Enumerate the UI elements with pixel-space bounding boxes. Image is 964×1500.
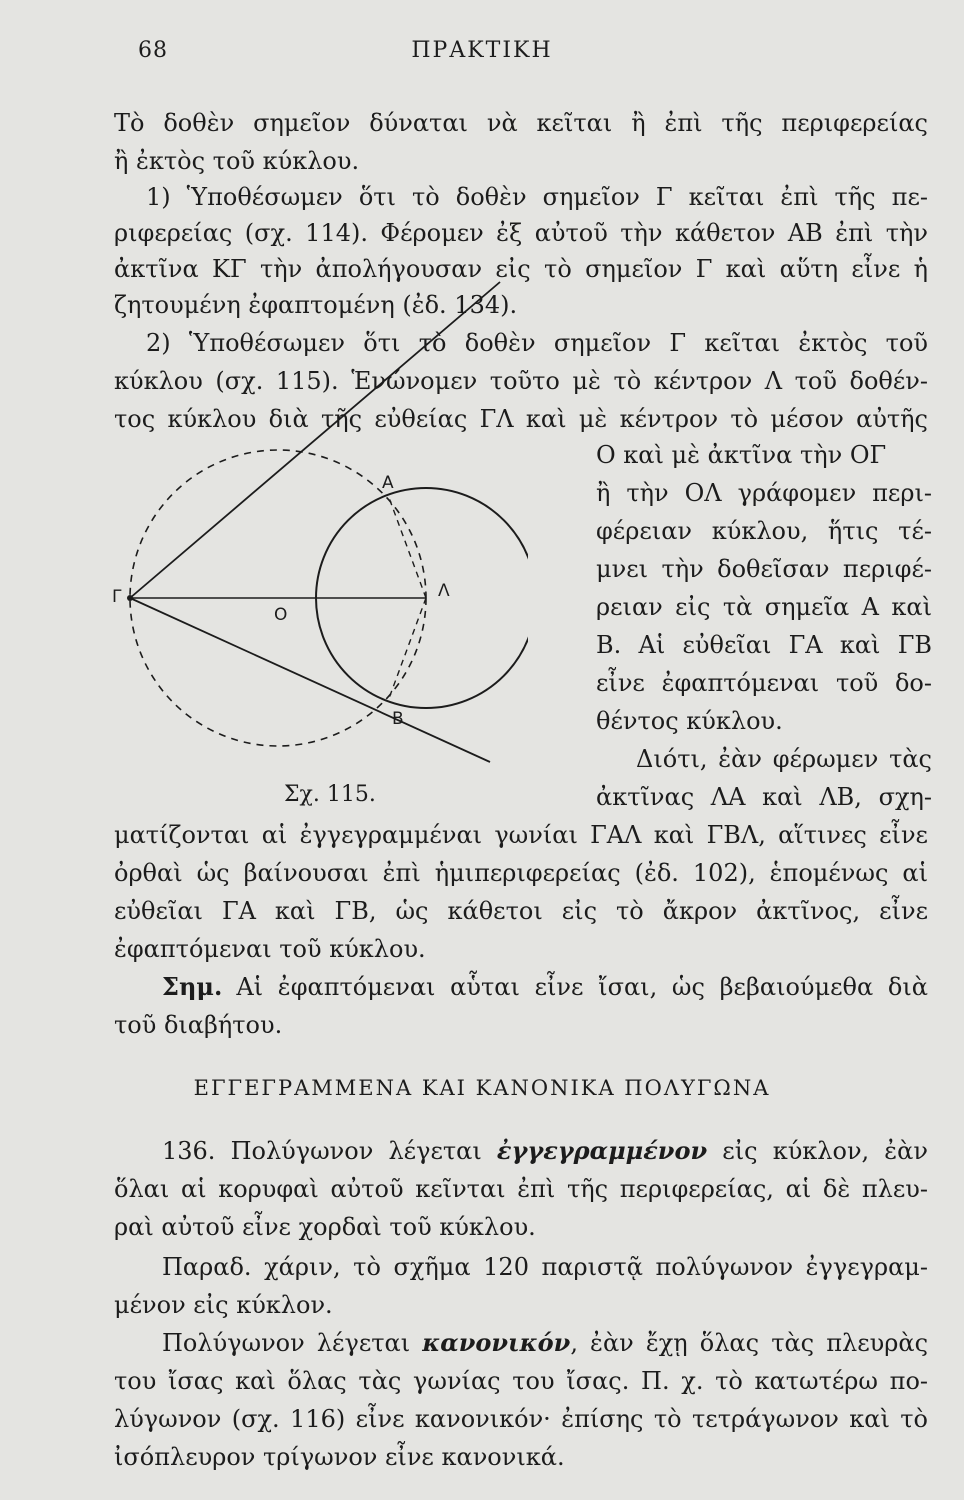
term-regular: κανονικόν — [422, 1328, 571, 1357]
point-g — [127, 595, 133, 601]
radius-la — [388, 495, 426, 598]
side-text-line: μνει τὴν δοθεῖσαν περιφέ- — [596, 555, 932, 583]
text-line: μένον εἰς κύκλον. — [114, 1291, 333, 1319]
text-line: ματίζονται αἱ ἐγγεγραμμέναι γωνίαι ΓΑΛ καὶ ΓΒΛ, αἵτινες εἶνε — [114, 821, 928, 849]
remark-line: τοῦ διαβήτου. — [114, 1011, 283, 1039]
page-header — [0, 38, 964, 78]
text-line: τος κύκλου διὰ τῆς εὐθείας ΓΛ καὶ μὲ κέντρον τὸ μέσον αὐτῆς — [114, 405, 928, 433]
side-text-line: θέντος κύκλου. — [596, 707, 783, 735]
remark-line — [162, 972, 928, 1002]
tangent-gb — [130, 598, 490, 762]
text-line: ζητουμένη ἐφαπτομένη (ἐδ. 134). — [114, 291, 518, 319]
regular-polygon-line — [162, 1328, 928, 1358]
label-o: Ο — [274, 605, 288, 625]
tangent-ga — [130, 282, 500, 598]
text-line: ἐφαπτόμεναι τοῦ κύκλου. — [114, 935, 426, 963]
side-text-line: ρειαν εἰς τὰ σημεῖα Α καὶ — [596, 593, 932, 621]
paragraph-136-end: εἰς κύκλον, ἐὰν — [707, 1137, 928, 1165]
term-inscribed: ἐγγεγραμμένον — [496, 1136, 708, 1165]
text-line: 1) Ὑποθέσωμεν ὅτι τὸ δοθὲν σημεῖον Γ κεῖται ἐπὶ τῆς πε- — [146, 183, 928, 211]
label-b: Β — [392, 709, 404, 729]
text-line: του ἴσας καὶ ὅλας τὰς γωνίας του ἴσας. Π. χ. τὸ κατωτέρω πο- — [114, 1367, 928, 1395]
text-line: ἢ ἐκτὸς τοῦ κύκλου. — [114, 147, 360, 175]
label-g: Γ — [112, 587, 122, 607]
text-line: 2) Ὑποθέσωμεν ὅτι τὸ δοθὲν σημεῖον Γ κεῖται ἐκτὸς τοῦ — [146, 329, 928, 357]
text-line: λύγωνον (σχ. 116) εἶνε κανονικόν· ἐπίσης τὸ τετράγωνον καὶ τὸ — [114, 1405, 928, 1433]
side-text-line: ἢ τὴν ΟΛ γράφομεν περι- — [596, 479, 932, 507]
regular-start: Πολύγωνον λέγεται — [162, 1329, 423, 1357]
text-line: Παραδ. χάριν, τὸ σχῆμα 120 παριστᾷ πολύγωνον ἐγγεγραμ- — [162, 1253, 928, 1281]
section-heading: ΕΓΓΕΓΡΑΜΜΕΝΑ ΚΑΙ ΚΑΝΟΝΙΚΑ ΠΟΛΥΓΩΝΑ — [193, 1076, 771, 1100]
text-line: κύκλου (σχ. 115). Ἑνώνομεν τοῦτο μὲ τὸ κέντρον Λ τοῦ δοθέν- — [114, 367, 928, 395]
label-a: Α — [382, 473, 394, 493]
remark-label: Σημ. — [162, 972, 223, 1001]
label-l: Λ — [438, 581, 450, 601]
regular-end: , ἐὰν ἔχῃ ὅλας τὰς πλευρὰς — [570, 1329, 929, 1357]
figure-caption: Σχ. 115. — [284, 782, 376, 807]
radius-lb — [388, 598, 426, 701]
text-line: ριφερείας (σχ. 114). Φέρομεν ἐξ αὐτοῦ τὴν κάθετον ΑΒ ἐπὶ τὴν — [114, 219, 928, 247]
paragraph-136-line — [162, 1136, 928, 1166]
text-line: ραὶ αὐτοῦ εἶνε χορδαὶ τοῦ κύκλου. — [114, 1213, 536, 1241]
side-text-line: ἀκτῖνας ΛΑ καὶ ΛΒ, σχη- — [596, 783, 932, 811]
text-line: ἀκτῖνα ΚΓ τὴν ἀπολήγουσαν εἰς τὸ σημεῖον Γ καὶ αὕτη εἶνε ἡ — [114, 255, 928, 283]
side-text-line: εἶνε ἐφαπτόμεναι τοῦ δο- — [596, 669, 932, 697]
side-text-line: φέρειαν κύκλου, ἥτις τέ- — [596, 517, 932, 545]
figure-115 — [108, 258, 528, 778]
remark-text: Αἱ ἐφαπτόμεναι αὗται εἶνε ἴσαι, ὡς βεβαιούμεθα διὰ — [236, 973, 928, 1001]
paragraph-136-start: 136. Πολύγωνον λέγεται — [162, 1137, 497, 1165]
side-text-line: Β. Αἱ εὐθεῖαι ΓΑ καὶ ΓΒ — [596, 631, 932, 659]
side-text-line: Διότι, ἐὰν φέρωμεν τὰς — [636, 745, 932, 773]
text-line: εὐθεῖαι ΓΑ καὶ ΓΒ, ὡς κάθετοι εἰς τὸ ἄκρον ἀκτῖνος, εἶνε — [114, 897, 928, 925]
text-line: Τὸ δοθὲν σημεῖον δύναται νὰ κεῖται ἢ ἐπὶ τῆς περιφερείας — [114, 109, 928, 137]
text-line: ὅλαι αἱ κορυφαὶ αὐτοῦ κεῖνται ἐπὶ τῆς περιφερείας, αἱ δὲ πλευ- — [114, 1175, 928, 1203]
running-title: ΠΡΑΚΤΙΚΗ — [411, 38, 553, 63]
page-number: 68 — [138, 38, 168, 63]
text-line: ὀρθαὶ ὡς βαίνουσαι ἐπὶ ἡμιπεριφερείας (ἐδ. 102), ἑπομένως αἱ — [114, 859, 928, 887]
text-line: ἰσόπλευρον τρίγωνον εἶνε κανονικά. — [114, 1443, 565, 1471]
side-text-line: Ο καὶ μὲ ἀκτῖνα τὴν ΟΓ — [596, 441, 887, 469]
